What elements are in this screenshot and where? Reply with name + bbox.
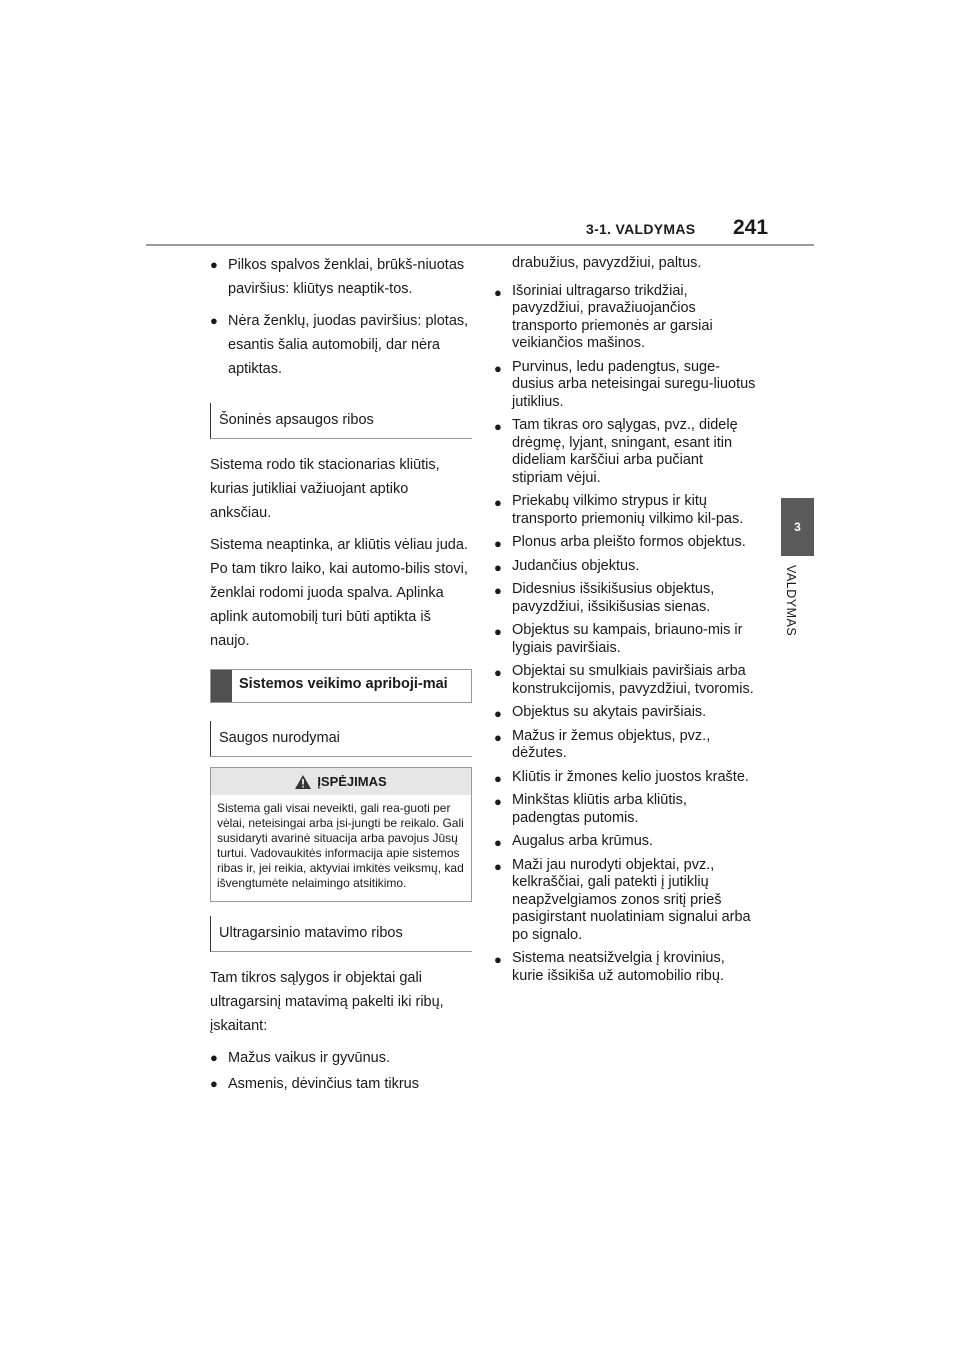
list-item: ● Priekabų vilkimo strypus ir kitų transporto priemonių vilkimo kil-pas. (494, 493, 744, 527)
list-item: ● Objektus su kampais, briauno-mis ir lygiais paviršiais. (494, 622, 743, 656)
right-column (494, 255, 756, 991)
header-divider (146, 244, 814, 246)
heading-safety: Saugos nurodymai (210, 721, 472, 757)
bullet-list-top (210, 253, 472, 381)
heading-side-protection: Šoninės apsaugos ribos (210, 403, 472, 439)
bullet-icon: ● (210, 1050, 218, 1065)
list-item: ● Išoriniai ultragarso trikdžiai, pavyzdžiui, pravažiuojančios transporto priemonės ar garsiai veikiančios mašinos. (494, 282, 713, 351)
list-item: ● Minkštas kliūtis arba kliūtis, padengtas putomis. (494, 792, 687, 826)
list-item: ● Didesnius išsikišusius objektus, pavyzdžiui, išsikišusias sienas. (494, 581, 715, 615)
bullet-icon: ● (494, 583, 502, 598)
paragraph: Tam tikros sąlygos ir objektai gali ultragarsinį matavimą pakelti iki ribų, įskaitant: (210, 970, 444, 1034)
bullet-icon: ● (494, 559, 502, 575)
paragraph: Sistema neaptinka, ar kliūtis vėliau juda. Po tam tikro laiko, kai automo-bilis stovi, ženklai rodomi juoda spalva. Aplinka aplink automobilį turi būti aptikta iš naujo. (210, 537, 468, 649)
paragraph: Sistema rodo tik stacionarias kliūtis, kurias jutikliai važiuojant aptiko anksčiau. (210, 457, 440, 521)
bullet-icon: ● (494, 419, 502, 434)
warning-icon (295, 775, 311, 789)
bullet-icon: ● (494, 536, 502, 551)
bullet-icon: ● (494, 706, 502, 721)
list-item: ● Mažus vaikus ir gyvūnus. (210, 1046, 472, 1070)
bullet-icon: ● (494, 495, 502, 510)
warning-box (210, 767, 472, 902)
heading-limitations: Sistemos veikimo apriboji-mai (210, 669, 472, 703)
list-item: ● Plonus arba pleišto formos objektus. (494, 534, 746, 551)
list-item: ● Purvinus, ledu padengtus, suge-dusius arba neteisingai suregu-liuotus jutiklius. (494, 358, 756, 410)
bullet-list-right (494, 283, 756, 986)
bullet-icon: ● (494, 858, 502, 874)
bullet-list-bottom (210, 1046, 472, 1096)
bullet-icon: ● (494, 952, 502, 967)
continued-text: drabužius, pavyzdžiui, paltus. (512, 255, 702, 271)
bullet-icon: ● (210, 257, 218, 272)
warning-text: Sistema gali visai neveikti, gali rea-guoti per vėlai, neteisingai arba įsi-jungti be reikalo. Gali susidaryti avarinė situacija arba pavojus Jūsų turtui. Vadovaukitės informacija apie sistemos ribas ir, jei reikia, aktyviai imkitės veiksmų, kad išvengtumėte nelaimingo atsitikimo. (217, 801, 464, 890)
bullet-icon: ● (494, 835, 502, 850)
bullet-icon: ● (210, 313, 218, 328)
list-item: ● Tam tikras oro sąlygas, pvz., didelę drėgmę, lyjant, sningant, esant itin dideliam karščiui arba pučiant stipriam vėjui. (494, 417, 738, 486)
section-title: 3-1. VALDYMAS (586, 221, 696, 237)
bullet-icon: ● (494, 770, 502, 786)
list-item: ● Sistema neatsižvelgia į krovinius, kurie išsikiša už automobilio ribų. (494, 950, 725, 984)
list-item: ● Objektus su akytais paviršiais. (494, 704, 707, 721)
list-item: ● Pilkos spalvos ženklai, brūkš-niuotas paviršius: kliūtys neaptik-tos. (210, 253, 472, 301)
bullet-icon: ● (494, 624, 502, 639)
list-item: ● Asmenis, dėvinčius tam tikrus (210, 1072, 472, 1096)
list-item: ● Judančius objektus. (494, 557, 640, 575)
list-item: ● Augalus arba krūmus. (494, 833, 654, 850)
chapter-label: VALDYMAS (784, 565, 798, 637)
bullet-icon: ● (494, 665, 502, 680)
list-item: ● Mažus ir žemus objektus, pvz., dėžutes. (494, 727, 711, 761)
bullet-icon: ● (494, 284, 502, 300)
heading-ultrasonic: Ultragarsinio matavimo ribos (210, 916, 472, 952)
list-item: ● Kliūtis ir žmones kelio juostos krašte. (494, 768, 749, 786)
warning-title: ĮSPĖJIMAS (211, 768, 471, 795)
list-item: ● Objektai su smulkiais paviršiais arba konstrukcijomis, pavyzdžiui, tvoromis. (494, 663, 754, 697)
bullet-icon: ● (494, 729, 502, 745)
page-number: 241 (733, 216, 769, 239)
list-item: ● Maži jau nurodyti objektai, pvz., kelkraščiai, gali patekti į jutiklių neapžvelgiamos zonos sritį prieš pasigirstant nuolatiniam signalui arba po signalo. (494, 856, 751, 943)
bullet-icon: ● (210, 1076, 218, 1091)
bullet-icon: ● (494, 794, 502, 809)
list-item: ● Nėra ženklų, juodas paviršius: plotas, esantis šalia automobilį, dar nėra aptiktas. (210, 309, 472, 381)
chapter-tab: 3 (781, 498, 814, 556)
left-column (210, 253, 472, 1104)
heading-bar (211, 670, 232, 702)
bullet-icon: ● (494, 360, 502, 376)
